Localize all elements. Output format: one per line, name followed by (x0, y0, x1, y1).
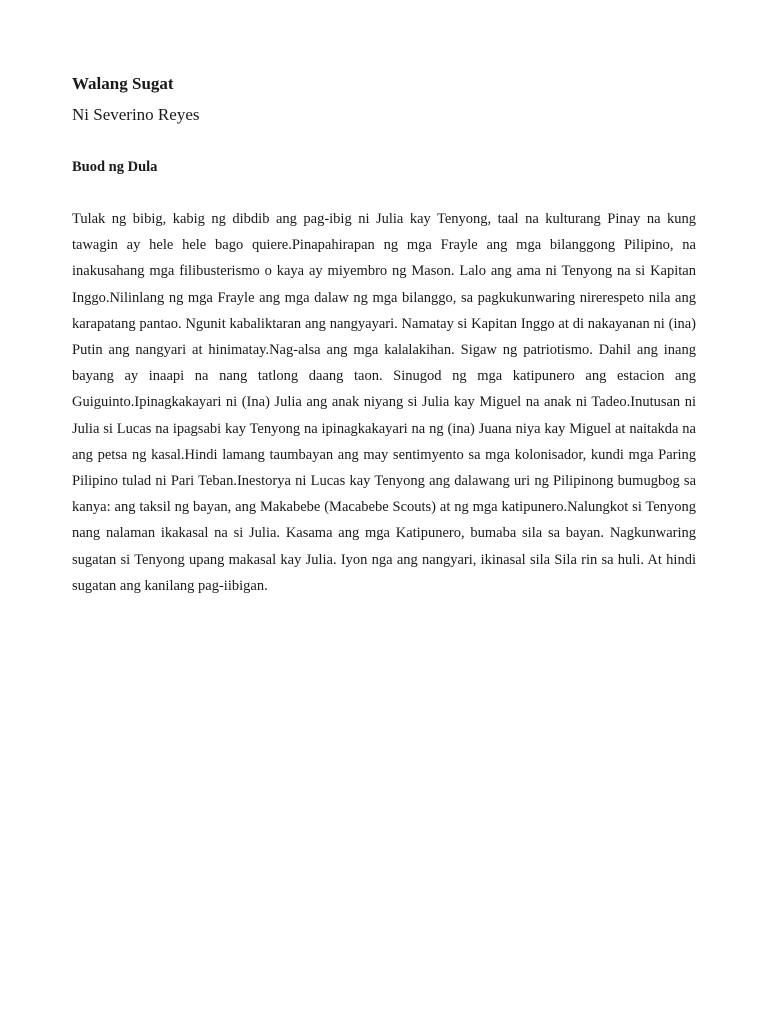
section-heading: Buod ng Dula (72, 159, 158, 175)
document-title: Walang Sugat (72, 74, 174, 93)
body-paragraph: Tulak ng bibig, kabig ng dibdib ang pag-ibig ni Julia kay Tenyong, taal na kulturang Pinay na kung tawagin ay hele hele bago quiere.Pinapahirapan ng mga Frayle ang mga bilanggong Pilipino, na inakusahang mga filibusterismo o kaya ay miyembro ng Mason. Lalo ang ama ni Tenyong na si Kapitan Inggo.Nilinlang ng mga Frayle ang mga dalaw ng mga bilanggo, sa pagkukunwaring nirerespeto nila ang karapatang pantao. Ngunit kabaliktaran ang nangyayari. Namatay si Kapitan Inggo at di nakayanan ni (ina) Putin ang nangyari at hinimatay.Nag-alsa ang mga kalalakihan. Sigaw ng patriotismo. Dahil ang inang bayang ay inaapi na nang tatlong daang taon. Sinugod ng mga katipunero ang estacion ang Guiguinto.Ipinagkakayari ni (Ina) Julia ang anak niyang si Julia kay Miguel na anak ni Tadeo.Inutusan ni Julia si Lucas na ipagsabi kay Tenyong na ipinagkakayari na ng (ina) Juana niya kay Miguel at naitakda na ang petsa ng kasal.Hindi lamang taumbayan ang may sentimyento sa mga kolonisador, kundi mga Paring Pilipino tulad ni Pari Teban.Inestorya ni Lucas kay Tenyong ang dalawang uri ng Pilipinong bumugbog sa kanya: ang taksil ng bayan, ang Makabebe (Macabebe Scouts) at ng mga katipunero.Nalungkot si Tenyong nang nalaman ikakasal na si Julia. Kasama ang mga Katipunero, bumaba sila sa bayan. Nagkunwaring sugatan si Tenyong upang makasal kay Julia. Iyon nga ang nangyari, ikinasal sila Sila rin sa huli. At hindi sugatan ang kanilang pag-iibigan. (72, 211, 696, 594)
document-author: Ni Severino Reyes (72, 105, 200, 124)
